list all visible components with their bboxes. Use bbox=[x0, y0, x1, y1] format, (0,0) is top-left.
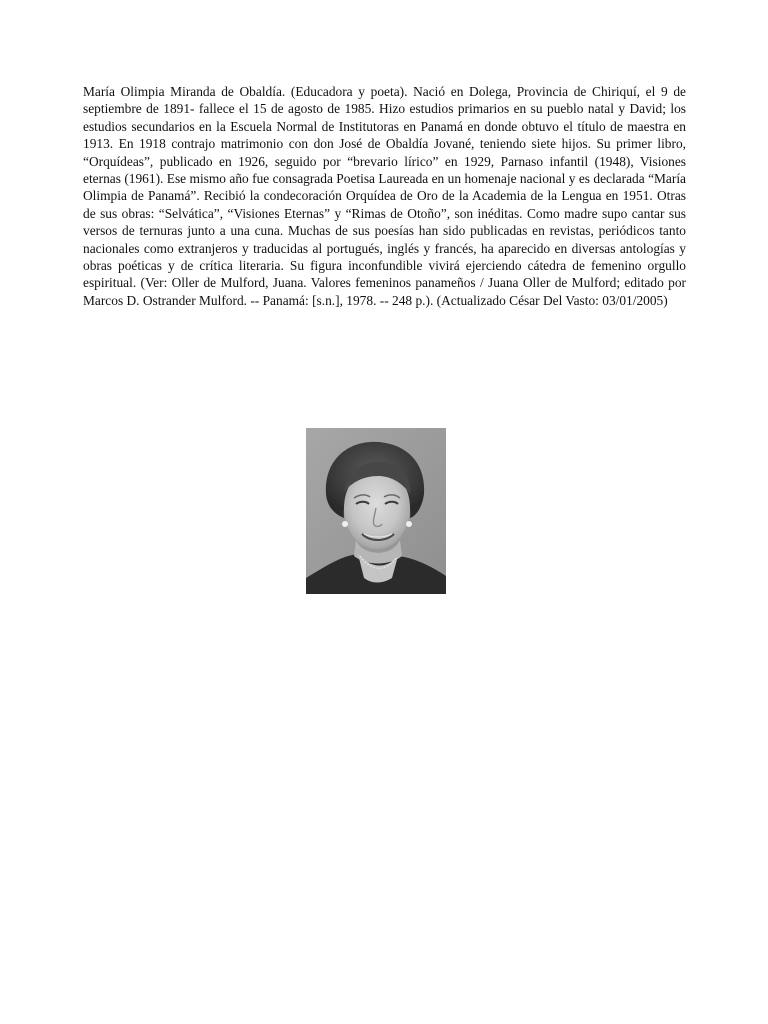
portrait-photo bbox=[306, 428, 446, 594]
portrait-illustration bbox=[306, 428, 446, 594]
biography-paragraph: María Olimpia Miranda de Obaldía. (Educadora y poeta). Nació en Dolega, Provincia de Chiriquí, el 9 de septiembre de 1891- fallece el 15 de agosto de 1985. Hizo estudios primarios en su pueblo natal y David; los estudios secundarios en la Escuela Normal de Institutoras en Panamá en donde obtuvo el título de maestra en 1913. En 1918 contrajo matrimonio con don José de Obaldía Jované, teniendo siete hijos. Su primer libro, “Orquídeas”, publicado en 1926, seguido por “brevario lírico” en 1929, Parnaso infantil (1948), Visiones eternas (1961). Ese mismo año fue consagrada Poetisa Laureada en un homenaje nacional y es declarada “María Olimpia de Panamá”. Recibió la condecoración Orquídea de Oro de la Academia de la Lengua en 1951. Otras de sus obras: “Selvática”, “Visiones Eternas” y “Rimas de Otoño”, son inéditas. Como madre supo cantar sus versos de ternuras junto a una cuna. Muchas de sus poesías han sido publicadas en revistas, periódicos tanto nacionales como extranjeros y traducidas al portugués, inglés y francés, ha aparecido en diversas antologías y obras poéticas y de crítica literaria. Su figura inconfundible vivirá ejerciendo cátedra de femenino orgullo espiritual. (Ver: Oller de Mulford, Juana. Valores femeninos panameños / Juana Oller de Mulford; editado por Marcos D. Ostrander Mulford. -- Panamá: [s.n.], 1978. -- 248 p.). (Actualizado César Del Vasto: 03/01/2005) bbox=[83, 84, 686, 308]
